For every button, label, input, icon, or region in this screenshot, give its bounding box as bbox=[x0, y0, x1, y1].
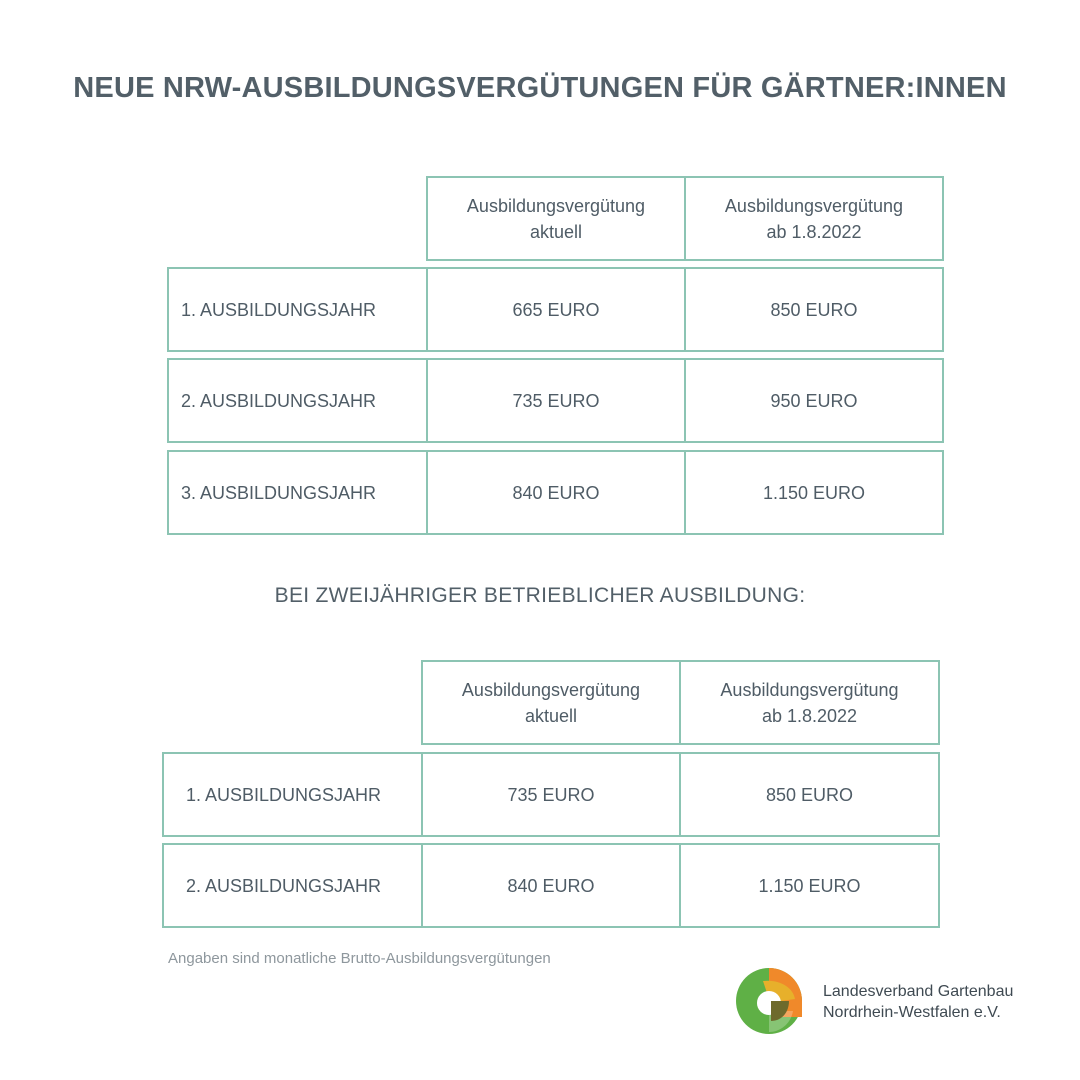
cell-current: 735 EURO bbox=[421, 752, 681, 837]
header-new bbox=[684, 176, 944, 261]
header-current-line2: aktuell bbox=[524, 705, 578, 726]
cell-new: 850 EURO bbox=[679, 752, 940, 837]
header-current-line1: Ausbildungsvergütung bbox=[461, 679, 641, 700]
organization-name-line2: Nordrhein-Westfalen e.V. bbox=[823, 1004, 1001, 1021]
header-current-line2: aktuell bbox=[529, 221, 583, 242]
header-new bbox=[679, 660, 940, 745]
landesverband-g-logo-icon bbox=[733, 965, 805, 1037]
cell-new: 1.150 EURO bbox=[684, 450, 944, 535]
header-new-line2: ab 1.8.2022 bbox=[766, 221, 862, 242]
row-label: 3. AUSBILDUNGSJAHR bbox=[167, 450, 428, 535]
footnote: Angaben sind monatliche Brutto-Ausbildungsvergütungen bbox=[168, 950, 551, 967]
organization-name-line1: Landesverband Gartenbau bbox=[823, 983, 1014, 1000]
row-label: 2. AUSBILDUNGSJAHR bbox=[167, 358, 428, 443]
row-label: 1. AUSBILDUNGSJAHR bbox=[162, 752, 423, 837]
header-new-line2: ab 1.8.2022 bbox=[761, 705, 858, 726]
cell-new: 950 EURO bbox=[684, 358, 944, 443]
cell-new: 850 EURO bbox=[684, 267, 944, 352]
header-current bbox=[421, 660, 681, 745]
page-title: NEUE NRW-AUSBILDUNGSVERGÜTUNGEN FÜR GÄRTNER:INNEN bbox=[73, 72, 1007, 104]
header-current-line1: Ausbildungsvergütung bbox=[466, 195, 646, 216]
header-new-line1: Ausbildungsvergütung bbox=[724, 195, 904, 216]
cell-current: 840 EURO bbox=[421, 843, 681, 928]
row-label: 1. AUSBILDUNGSJAHR bbox=[167, 267, 428, 352]
cell-new: 1.150 EURO bbox=[679, 843, 940, 928]
cell-current: 840 EURO bbox=[426, 450, 686, 535]
organization-name bbox=[823, 981, 1013, 1023]
section-subtitle: BEI ZWEIJÄHRIGER BETRIEBLICHER AUSBILDUNG: bbox=[274, 584, 806, 607]
row-label: 2. AUSBILDUNGSJAHR bbox=[162, 843, 423, 928]
cell-current: 735 EURO bbox=[426, 358, 686, 443]
header-current bbox=[426, 176, 686, 261]
cell-current: 665 EURO bbox=[426, 267, 686, 352]
header-new-line1: Ausbildungsvergütung bbox=[720, 679, 899, 700]
